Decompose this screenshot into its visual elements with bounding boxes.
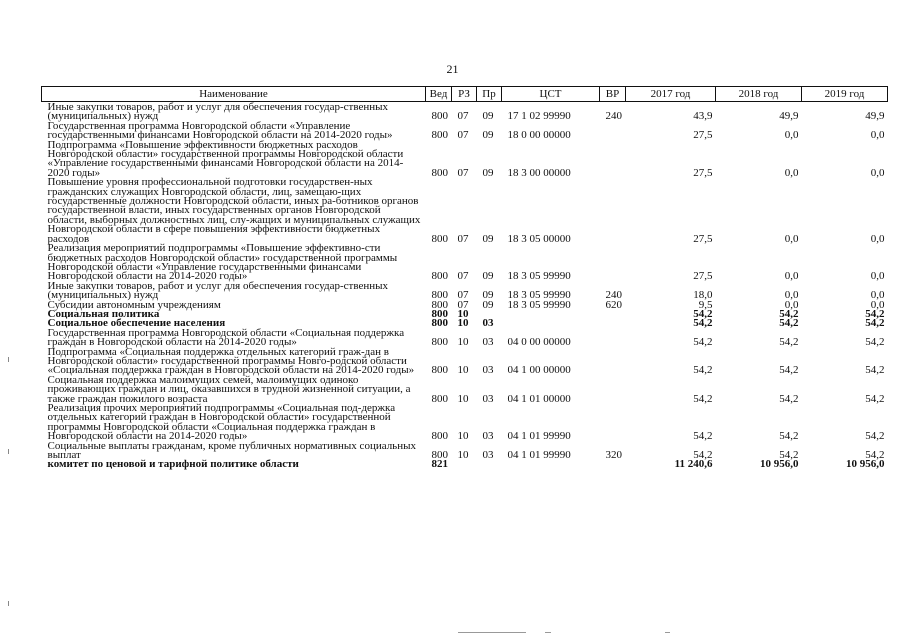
cell-cst: [502, 310, 600, 319]
cell-rz: 10: [457, 392, 469, 405]
cell-cst: 04 0 00 00000: [507, 336, 571, 349]
cell-2018: 0,0: [784, 270, 799, 283]
cell-rz: 07: [457, 298, 469, 311]
cell-2017: 54,2: [693, 364, 713, 377]
cell-name: Реализация прочих мероприятий подпрограммы «Социальная под-держка отдельных категорий граждан в Новгородской области» государственной программы Новгородской области «Социальная поддержка граждан в Новгородской области на 2014-2020 годы»: [47, 402, 396, 443]
cell-2017: 27,5: [693, 270, 713, 283]
header-pr: Пр: [477, 87, 502, 102]
header-2018: 2018 год: [716, 87, 802, 102]
cell-rz: 07: [457, 129, 469, 142]
cell-2017: 18,0: [693, 289, 713, 302]
cell-ved: 800: [431, 166, 448, 179]
cell-vr: 240: [605, 110, 622, 123]
cell-rz: 07: [457, 166, 469, 179]
cell-2018: 54,2: [779, 307, 799, 320]
scan-artifact-line: [665, 632, 670, 633]
cell-pr: 03: [482, 449, 494, 462]
cell-name: Государственная программа Новгородской области «Управление государственными финансами Новгородской области на 2014-2020 годы»: [47, 119, 393, 142]
cell-pr: 09: [482, 129, 494, 142]
cell-vr: 320: [605, 449, 622, 462]
cell-cst: [502, 460, 600, 469]
cell-2018: 10 956,0: [760, 458, 799, 471]
cell-2019: 0,0: [870, 166, 885, 179]
table-row: [42, 122, 888, 141]
cell-cst: 18 3 05 99990: [507, 270, 571, 283]
cell-vr: [600, 404, 626, 442]
header-cst: ЦСТ: [502, 87, 600, 102]
cell-rz: 10: [457, 317, 469, 330]
table-row: [42, 460, 888, 469]
cell-2017: 54,2: [693, 449, 713, 462]
margin-tick: [8, 357, 9, 362]
table-row: [42, 102, 888, 122]
cell-2017: 54,2: [693, 317, 713, 330]
cell-2018: 54,2: [779, 449, 799, 462]
cell-pr: 03: [482, 430, 494, 443]
cell-ved: 800: [431, 110, 448, 123]
cell-pr: 03: [482, 364, 494, 377]
cell-cst: 18 0 00 00000: [507, 129, 571, 142]
cell-2019: 54,2: [865, 449, 885, 462]
cell-2018: 54,2: [779, 364, 799, 377]
cell-pr: 03: [482, 392, 494, 405]
cell-pr: 09: [482, 289, 494, 302]
cell-2017: 43,9: [693, 110, 713, 123]
cell-2017: 54,2: [693, 336, 713, 349]
table-row: [42, 376, 888, 404]
cell-vr: [600, 310, 626, 319]
cell-name: Иные закупки товаров, работ и услуг для обеспечения государ-ственных (муниципальных) нужд: [47, 101, 389, 123]
cell-2018: 0,0: [784, 298, 799, 311]
cell-name: Социальное обеспечение населения: [47, 317, 226, 330]
cell-pr: 09: [482, 110, 494, 123]
table-row: [42, 282, 888, 301]
cell-2018: 0,0: [784, 129, 799, 142]
cell-pr: 09: [482, 298, 494, 311]
cell-2018: 0,0: [784, 166, 799, 179]
header-ved: Вед: [426, 87, 452, 102]
scan-artifact-line: [545, 632, 551, 633]
cell-cst: 04 1 01 00000: [507, 392, 571, 405]
cell-2019: 54,2: [865, 307, 885, 320]
cell-2019: 54,2: [865, 430, 885, 443]
cell-2017: 9,5: [698, 298, 713, 311]
cell-2019: 0,0: [870, 270, 885, 283]
cell-cst: 04 1 01 99990: [507, 430, 571, 443]
header-name: Наименование: [42, 87, 426, 102]
cell-vr: [600, 319, 626, 328]
cell-2017: 27,5: [693, 232, 713, 245]
cell-2019: 54,2: [865, 336, 885, 349]
cell-2017: 54,2: [693, 430, 713, 443]
cell-2018: 54,2: [779, 430, 799, 443]
table-row: [42, 244, 888, 282]
cell-2019: 0,0: [870, 298, 885, 311]
cell-2017: 27,5: [693, 129, 713, 142]
cell-ved: 800: [431, 317, 448, 330]
cell-ved: 800: [431, 430, 448, 443]
cell-name: Иные закупки товаров, работ и услуг для обеспечения государ-ственных (муниципальных) нужд: [47, 279, 389, 302]
cell-2019: 54,2: [865, 392, 885, 405]
margin-tick: [8, 449, 9, 454]
header-vr: ВР: [600, 87, 626, 102]
cell-name: комитет по ценовой и тарифной политике области: [47, 458, 299, 471]
table-body: [42, 102, 888, 470]
cell-rz: 10: [457, 336, 469, 349]
cell-2018: 0,0: [784, 232, 799, 245]
cell-name: Субсидии автономным учреждениям: [47, 298, 221, 311]
cell-ved: 800: [431, 232, 448, 245]
cell-rz: 10: [457, 364, 469, 377]
page-number: 21: [446, 62, 459, 76]
cell-2019: 0,0: [870, 289, 885, 302]
cell-vr: [600, 178, 626, 244]
cell-ved: 800: [431, 307, 448, 320]
cell-pr: 09: [482, 270, 494, 283]
cell-2019: 54,2: [865, 364, 885, 377]
header-2019: 2019 год: [802, 87, 888, 102]
cell-name: Социальная политика: [47, 307, 160, 320]
cell-name: Государственная программа Новгородской области «Социальная поддержка граждан в Новгородской области на 2014-2020 годы»: [47, 326, 405, 349]
cell-2018: 0,0: [784, 289, 799, 302]
cell-2017: 11 240,6: [674, 458, 713, 471]
table-row: [42, 141, 888, 179]
cell-cst: 18 3 05 99990: [507, 298, 571, 311]
cell-vr: [600, 460, 626, 469]
cell-vr: 620: [605, 298, 622, 311]
cell-rz: 10: [457, 307, 469, 320]
cell-vr: [600, 244, 626, 282]
cell-ved: 800: [431, 298, 448, 311]
cell-2019: 0,0: [870, 232, 885, 245]
cell-vr: [600, 329, 626, 348]
cell-name: Социальные выплаты гражданам, кроме публичных нормативных социальных выплат: [47, 439, 416, 462]
cell-cst: 18 3 05 99990: [507, 289, 571, 302]
cell-ved: 800: [431, 336, 448, 349]
cell-name: Реализация мероприятий подпрограммы «Повышение эффективно-сти бюджетных расходов Новгородской области» государственной программы Новгородской области «Управление государственными финансами Новгородской области на 2014-2020 годы»: [47, 242, 398, 283]
cell-rz: 07: [457, 110, 469, 123]
cell-pr: [477, 460, 502, 469]
margin-tick: [8, 601, 9, 606]
cell-rz: 07: [457, 232, 469, 245]
table-row: [42, 404, 888, 442]
cell-ved: 800: [431, 392, 448, 405]
cell-vr: 240: [605, 289, 622, 302]
cell-ved: 800: [431, 364, 448, 377]
cell-pr: 09: [482, 232, 494, 245]
cell-ved: 800: [431, 129, 448, 142]
cell-2019: 0,0: [870, 129, 885, 142]
cell-ved: 800: [431, 449, 448, 462]
cell-2017: 54,2: [693, 392, 713, 405]
cell-name: Подпрограмма «Повышение эффективности бюджетных расходов Новгородской области» государственной программы Новгородской области «Управление государственными финансами Новгородской области на 2014-2020 годы»: [47, 138, 404, 179]
cell-2017: 54,2: [693, 307, 713, 320]
scan-artifact-line: [458, 632, 526, 633]
cell-vr: [600, 348, 626, 376]
cell-name: Подпрограмма «Социальная поддержка отдельных категорий граж-дан в Новгородской области» государственной программы Новго-родской области «Социальная поддержка граждан в Новгородской области на 2014-2020 годы»: [47, 345, 415, 377]
cell-rz: 07: [457, 289, 469, 302]
cell-pr: 09: [482, 166, 494, 179]
cell-ved: 800: [431, 270, 448, 283]
table-row: [42, 348, 888, 376]
cell-2018: 54,2: [779, 336, 799, 349]
cell-pr: 03: [482, 317, 494, 330]
cell-2018: 54,2: [779, 392, 799, 405]
cell-cst: 17 1 02 99990: [507, 110, 571, 123]
cell-2019: 49,9: [865, 110, 885, 123]
cell-cst: 18 3 00 00000: [507, 166, 571, 179]
cell-vr: [600, 122, 626, 141]
cell-2018: 54,2: [779, 317, 799, 330]
cell-2019: 54,2: [865, 317, 885, 330]
table-row: [42, 178, 888, 244]
cell-cst: 18 3 05 00000: [507, 232, 571, 245]
header-2017: 2017 год: [626, 87, 716, 102]
cell-vr: [600, 141, 626, 179]
cell-2019: 10 956,0: [846, 458, 885, 471]
table-row: [42, 329, 888, 348]
cell-rz: 10: [457, 430, 469, 443]
cell-2017: 27,5: [693, 166, 713, 179]
budget-table: [41, 86, 888, 470]
cell-cst: 04 1 01 99990: [507, 449, 571, 462]
cell-ved: 821: [431, 458, 448, 471]
cell-rz: 10: [457, 449, 469, 462]
cell-rz: [452, 460, 477, 469]
header-rz: РЗ: [452, 87, 477, 102]
cell-vr: [600, 376, 626, 404]
header-row: [42, 87, 888, 102]
cell-2018: 49,9: [779, 110, 799, 123]
cell-cst: [502, 319, 600, 328]
cell-cst: 04 1 00 00000: [507, 364, 571, 377]
cell-name: Социальная поддержка малоимущих семей, малоимущих одиноко проживающих граждан и лиц, оказавшихся в трудной жизненной ситуации, а также граждан пожилого возраста: [47, 373, 411, 405]
cell-rz: 07: [457, 270, 469, 283]
cell-ved: 800: [431, 289, 448, 302]
cell-pr: 03: [482, 336, 494, 349]
cell-name: Повышение уровня профессиональной подготовки государствен-ных гражданских служащих Новгородской области, лиц, замещаю-щих государственные должности Новгородской области, иных ра-ботников органов государственной власти, иных государственных органов Новгородской области, выборных должностных лиц, слу-жащих и муниципальных служащих Новгородской области в сфере повышения эффективности бюджетных расходов: [47, 176, 421, 245]
